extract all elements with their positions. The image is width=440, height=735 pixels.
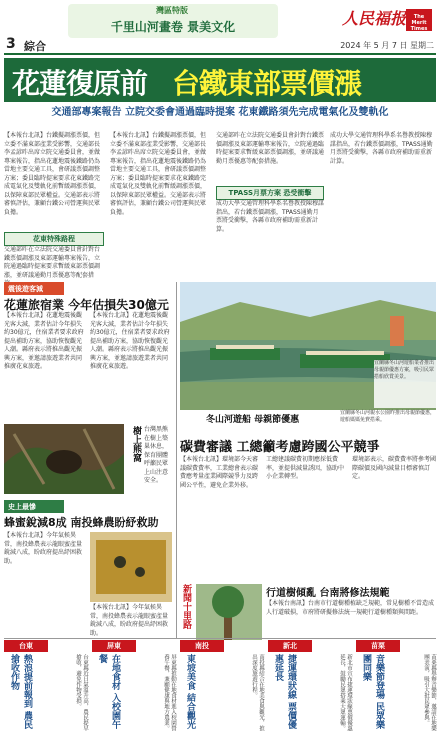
bottom-head-2: 屏東 [92,640,136,652]
history-bar: 史上最慘 [4,500,64,513]
brand-logo [330,4,434,34]
hualien-body-col2: 【本報台北訊】花蓮地震後觀光客大減，業者估計今年損失約30億元，住宿業者要求政府提出補助方案，協助恢復觀光人潮。縣府表示將推出觀光振興方案，並邀請旅遊業者共同推廣花東旅遊。 [90,312,170,370]
banner-tag: 灣區特版 [156,6,188,15]
section-name: 綜合 [24,40,46,53]
bottom-head-5: 苗栗 [356,640,400,652]
page-number: 3 [6,36,16,52]
tpass-body: 成功大學交通管理科學系名譽教授陳穆謀指出，若台鐵票價調漲，TPASS通勤月票將受衝擊，各縣市政府補助需重新計算。 [216,200,325,233]
masthead-rule [4,53,436,55]
bottom-body-5: 苗栗縣舉辦音樂節，邀請在地樂團表演，吸引大批民眾參與。 [423,654,436,731]
bottom-head-1: 台東 [4,640,48,652]
bottom-divider [4,638,436,639]
carbon-fee-body-col3: 環境部表示，碳費費率將參考國際碳價及國內減量目標審慎訂定。 [352,456,437,480]
brand-badge: The Merit Times [406,9,432,31]
tree-rule-title: 行道樹傾亂 台南將修法規範 [266,588,390,599]
bee-photo [90,532,172,602]
bottom-body-4: 新北市宣布捷運環狀線票價優惠延長，鼓勵民眾搭乘大眾運輸。 [339,654,352,731]
carbon-fee-title: 碳費審議 工總籲考慮跨國公平競爭 [180,440,380,455]
main-headline [4,58,436,102]
lead-article-col3: 交通部昨在立法院交通委員會針對台鐵票價調漲及東部運輸專案報告，立院通過臨時提案要求暫緩東部票價調漲，並研議通勤月票優惠等配套措施。 [216,132,325,165]
hualien-title: 花蓮旅宿業 今年估損失30億元 [4,298,169,312]
bottom-title-4: 捷運環狀線 票價優惠延長 [273,654,296,730]
bear-tree-label: 樹上熊窩 [131,426,141,462]
bear-tree-body: 台灣黑熊在樹上築巢休息，保育團體呼籲民眾上山注意安全。 [144,426,169,484]
tree-rule-body: 【本報台南訊】台南市行道樹種植缺乏規範，常見樹種不當造成人行道破損，市府將研擬修法統一規範行道樹種類與間距。 [266,600,435,616]
headline-part-2: 台鐵東部票價漲 [172,67,362,100]
bottom-body-3: 南投縣結合在地美食與觀光，推出深度旅遊行程。 [251,654,264,731]
honey-body: 【本報台北訊】今年氣候異常，南投蜂農表示龍眼蜜產量銳減八成，盼政府提出紓困救助。 [4,532,83,565]
issue-date: 2024 年 5 月 7 日 星期二 [340,41,434,50]
carbon-fee-body-col2: 工總建議碳費初期應採低費率，並提供減量誘因，協助中小企業轉型。 [266,456,345,480]
quake-bar: 震後遊客減 [4,282,64,295]
honey-title: 蜂蜜銳減8成 南投蜂農盼紓救助 [4,516,159,529]
bottom-head-3: 南投 [180,640,224,652]
masthead [0,0,440,58]
bottom-title-5: 音樂節登場 民眾樂團同樂 [361,654,384,730]
column-divider-1 [176,282,177,638]
side-box-body: 交通部昨在立法院交通委員會針對台鐵票價調漲及東部運輸專案報告，立院通過臨時提案要求暫緩東部票價調漲，並研議通勤月票優惠等配套措 [4,246,101,279]
side-box-tag: 花東特殊路程 [4,232,104,246]
lead-article-col2: 【本報台北訊】台鐵擬調漲票價，但立委不滿東部產業受影響，交通部長李孟諺昨出席立院交通委員會，並做專案報告，指出花蓮地震後鐵路仍為當地主要交通工具，會研議票價調整方案；委員臨時提案要求花東鐵路完成電氣化及雙軌化前暫緩調漲票價，以保障東部民眾權益。交通部表示將審慎評估，兼顧台鐵公司營運與民眾負擔。 [110,132,207,216]
bottom-title-2: 在地食材 入校園午餐 [97,654,120,730]
bottom-body-2: 屏東縣推動在地食材進入校園營養午餐，兼顧健康與地方農業。 [163,654,176,731]
hualien-body: 【本報台北訊】花蓮地震後觀光客大減，業者估計今年損失約30億元，住宿業者要求政府提出補助方案，協助恢復觀光人潮。縣府表示將推出觀光振興方案，並邀請旅遊業者共同推廣花東旅遊。 [4,312,84,370]
bottom-title-3: 東坡美食 結合觀光 [185,654,195,730]
bottom-head-4: 新北 [268,640,312,652]
lead-article-col4: 成功大學交通管理科學系名譽教授陳穆謀指出，若台鐵票價調漲，TPASS通勤月票將受衝擊，各縣市政府補助需重新計算。 [330,132,433,165]
news-column-label: 新聞十里路 [181,584,191,629]
tree-rule-photo [196,584,262,640]
bottom-body-1: 台東縣近日氣溫升高，農民提早搶收，避免作物受損。 [75,654,88,731]
lead-article: 【本報台北訊】台鐵擬調漲票價，但立委不滿東部產業受影響，交通部長李孟諺昨出席立院交通委員會，並做專案報告，指出花蓮地震後鐵路仍為當地主要交通工具，會研議票價調整方案；委員臨時提案要求花東鐵路完成電氣化及雙軌化前暫緩調漲票價，以保障東部民眾權益。交通部表示將審慎評估，兼顧台鐵公司營運與民眾負擔。 [4,132,101,216]
winter-river-small: 宜蘭縣冬山河親水公園昨推出母親節優惠，遊船媽媽免費搭乘。 [340,410,436,423]
bottom-title-1: 熱浪提前報到 農民搶收作物 [9,654,32,730]
banner [68,4,278,38]
tpass-tag: TPASS月票方案 恐受衝擊 [216,186,324,200]
headline-part-1: 花蓮復原前 [12,67,148,100]
winter-river-caption: 冬山河遊船 母親節優惠 [206,415,300,425]
subheadline: 交通部專案報告 立院交委會通過臨時提案 花東鐵路須先完成電氣化及雙軌化 [51,107,389,118]
beside-photo-text: 宜蘭縣冬山河遊船業者推出母親節優惠方案，吸引民眾搭船欣賞美景。 [374,360,436,408]
bear-tree-photo [4,424,124,494]
honey-body-col2: 【本報台北訊】今年氣候異常，南投蜂農表示龍眼蜜產量銳減八成，盼政府提出紓困救助。 [90,604,169,637]
banner-title: 千里山河畫卷 景美文化 [110,20,236,34]
brand-name: 人民福报 [341,9,406,28]
carbon-fee-body: 【本報台北訊】環境部今天審議碳費費率，工業總會表示碳費應考量產業國際競爭力及跨國公平性，避免企業外移。 [180,456,259,489]
